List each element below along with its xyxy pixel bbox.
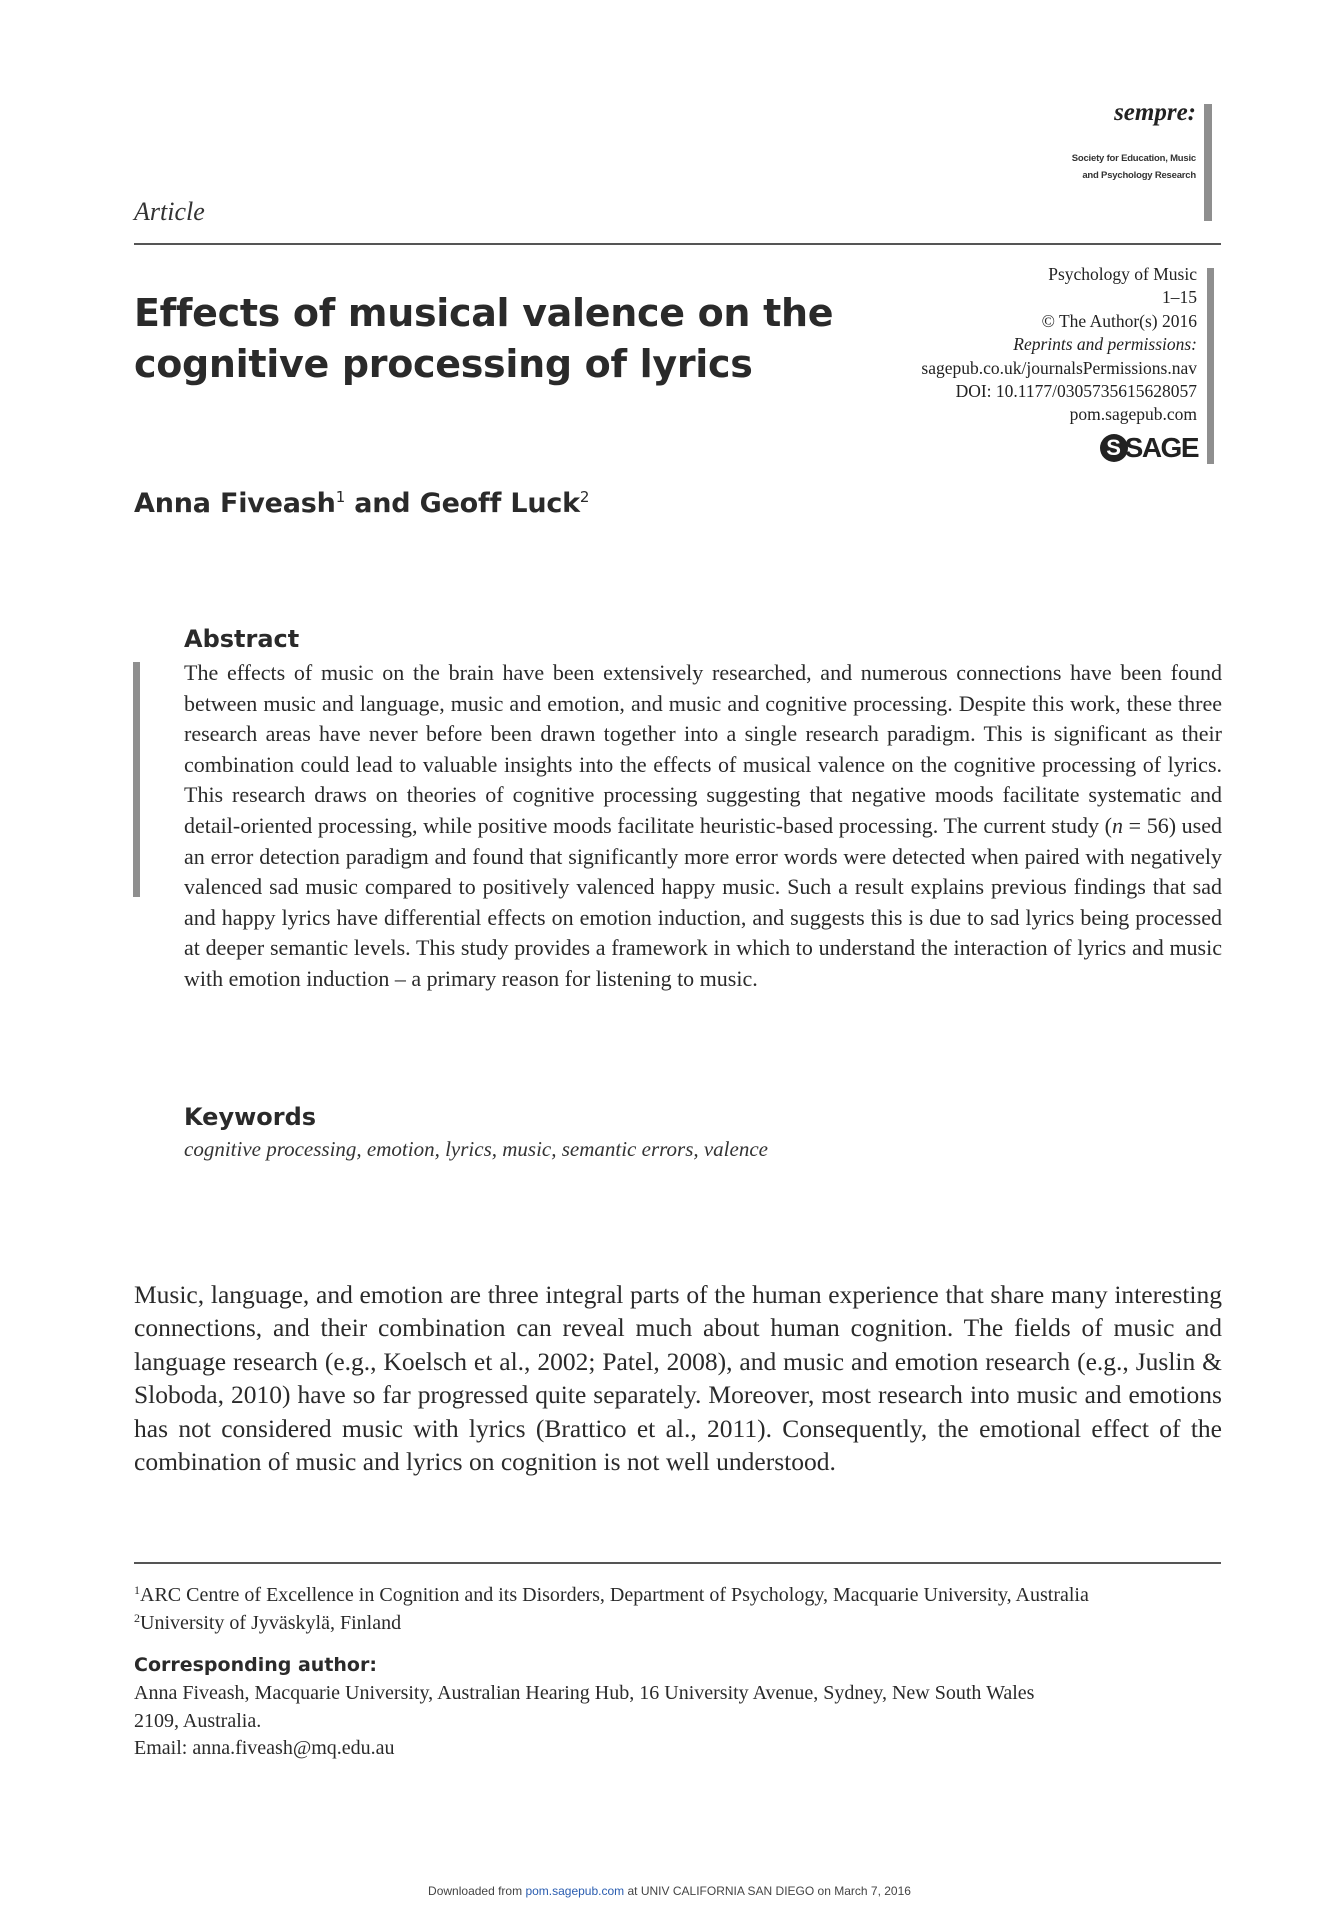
abstract-side-bar (133, 662, 140, 897)
author-name: Anna Fiveash (134, 488, 336, 519)
abstract-text-part-2: = 56) used an error detection paradigm and found that significantly more error words were detected when paired with negatively valenced sad music compared to positively valenced happy music. Such a result explains previous findings that sad and happy lyrics have differential effects on emotion induction, and suggests this is due to sad lyrics being processed at deeper semantic levels. This study provides a framework in which to understand the interaction of lyrics and music with emotion induction – a primary reason for listening to music. (184, 812, 1222, 991)
header-divider (134, 243, 1221, 245)
affiliation-marker: 1 (134, 1583, 140, 1597)
journal-pages: 1–15 (1162, 287, 1197, 308)
author-name: Geoff Luck (419, 488, 580, 519)
affiliation-marker: 1 (335, 488, 346, 506)
sempre-subtitle-line-2: and Psychology Research (1082, 170, 1196, 181)
abstract-text-part-1: The effects of music on the brain have been extensively researched, and numerous connections have been found between music and language, music and emotion, and music and cognitive processing. Despite this work, these three research areas have never before been drawn together into a single research paradigm. This is significant as their combination could lead to valuable insights into the effects of musical valence on the cognitive processing of lyrics. This research draws on theories of cognitive processing suggesting that negative moods facilitate systematic and detail-oriented processing, while positive moods facilitate heuristic-based processing. The current study ( (184, 660, 1222, 838)
journal-info-bar (1207, 268, 1214, 464)
keywords-list: cognitive processing, emotion, lyrics, music, semantic errors, valence (184, 1137, 768, 1161)
sempre-logo-word: sempre: (1114, 99, 1196, 126)
sempre-logo-subtitle (1070, 150, 1196, 184)
affiliation-text: ARC Centre of Excellence in Cognition and its Disorders, Department of Psychology, Macquarie University, Australia (140, 1584, 1089, 1606)
affiliation-text: University of Jyväskylä, Finland (140, 1612, 402, 1634)
article-title-line-1: Effects of musical valence on the (134, 291, 834, 335)
affiliation-marker: 2 (134, 1611, 140, 1625)
sempre-logo-bar (1204, 104, 1212, 221)
download-note-prefix: Downloaded from (428, 1884, 526, 1898)
affiliation-1 (134, 1583, 1089, 1607)
journal-permissions-link[interactable]: sagepub.co.uk/journalsPermissions.nav (921, 357, 1197, 378)
sage-logo (1084, 432, 1198, 464)
affiliation-2 (134, 1611, 401, 1635)
body-paragraph: Music, language, and emotion are three integral parts of the human experience that share many interesting connections, and their combination can reveal much about human cognition. The fields of music and language research (e.g., Koelsch et al., 2002; Patel, 2008), and music and emotion research (e.g., Juslin & Sloboda, 2010) have so far progressed quite separately. Moreover, most research into music and emotions has not considered music with lyrics (Brattico et al., 2011). Consequently, the emotional effect of the combination of music and lyrics on cognition is not well understood. (134, 1280, 1222, 1477)
keywords-heading: Keywords (184, 1103, 317, 1131)
journal-copyright: © The Author(s) 2016 (1041, 310, 1197, 331)
footnote-divider (134, 1562, 1221, 1564)
sempre-logo (1070, 98, 1196, 184)
sage-logo-emblem: S (1100, 434, 1128, 462)
corresponding-author-details (134, 1680, 1194, 1763)
download-note-suffix: at UNIV CALIFORNIA SAN DIEGO on March 7, 2016 (624, 1884, 911, 1898)
author-joiner: and (345, 488, 420, 519)
journal-info (820, 263, 1197, 427)
abstract-n-symbol: n (1112, 812, 1123, 838)
sage-logo-text: SAGE (1124, 432, 1198, 463)
sempre-subtitle-line-1: Society for Education, Music (1071, 153, 1196, 164)
author-list (134, 488, 589, 519)
abstract-heading: Abstract (184, 625, 300, 653)
article-type-label: Article (134, 197, 205, 226)
journal-reprints: Reprints and permissions: (1013, 334, 1197, 355)
corresponding-author-heading: Corresponding author: (134, 1654, 377, 1676)
article-title (134, 288, 854, 390)
corresponding-author-email[interactable]: Email: anna.fiveash@mq.edu.au (134, 1737, 395, 1759)
affiliation-marker: 2 (579, 488, 590, 506)
article-title-line-2: cognitive processing of lyrics (134, 342, 753, 386)
download-source-link[interactable]: pom.sagepub.com (525, 1884, 625, 1898)
journal-site-link[interactable]: pom.sagepub.com (1069, 404, 1197, 425)
corresponding-author-address-line-2: 2109, Australia. (134, 1709, 262, 1732)
journal-doi[interactable]: DOI: 10.1177/0305735615628057 (955, 381, 1197, 402)
abstract-text (184, 658, 1222, 995)
corresponding-author-address-line-1: Anna Fiveash, Macquarie University, Australian Hearing Hub, 16 University Avenue, Sydney, New South Wales (134, 1682, 1035, 1704)
journal-name: Psychology of Music (1048, 264, 1197, 284)
download-note (0, 1884, 1339, 1898)
